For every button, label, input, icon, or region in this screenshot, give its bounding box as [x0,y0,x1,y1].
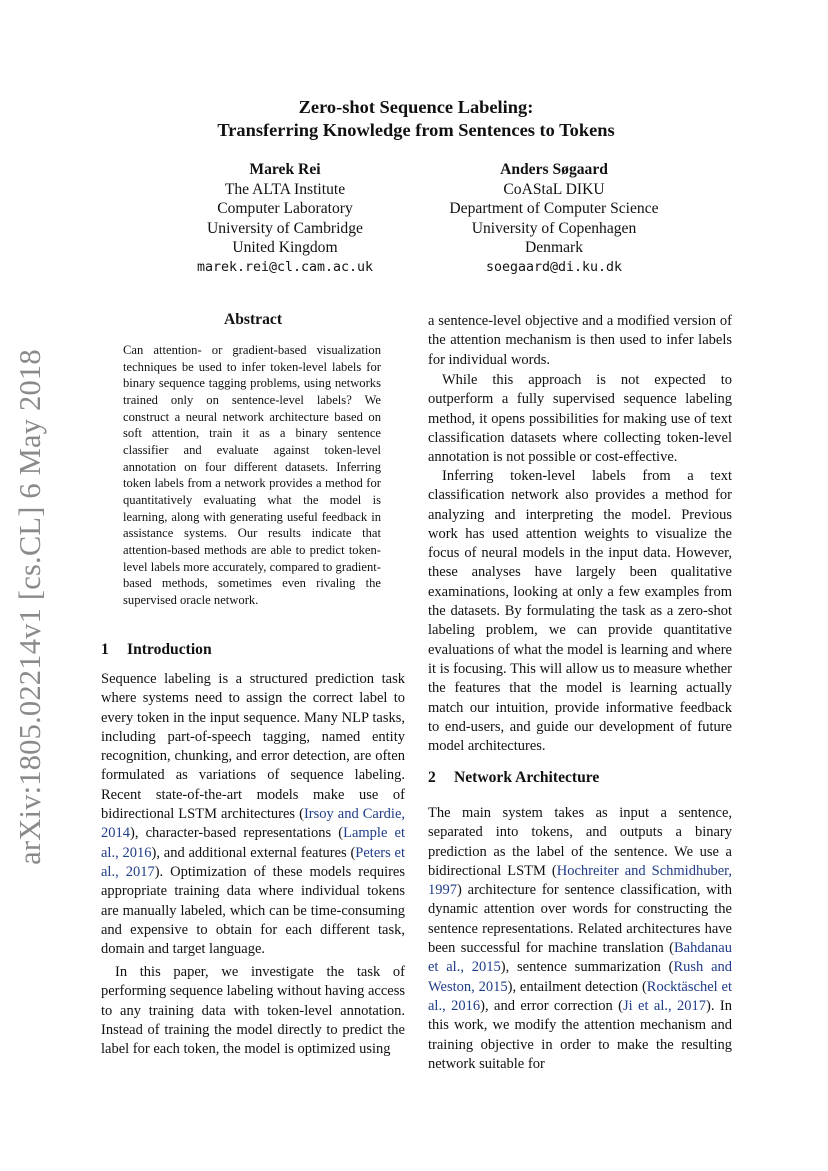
section-title: Introduction [127,641,212,658]
intro-paragraph-2-continued: a sentence-level objective and a modified version of the attention mechanism is then used to infer labels for individual words. [428,313,732,368]
abstract-text: Can attention- or gradient-based visualization techniques be used to infer token-level labels for binary sequence tagging problems, using networks trained only on sentence-level labels? We construct a neural network architecture based on soft attention, train it as a binary sentence classifier and evaluate against token-level annotation on four different datasets. Inferring token labels from a network provides a method for quantitatively evaluating what the model is learning, along with generating useful feedback in assistance systems. Our results indicate that attention-based methods are able to predict token-level labels more accurately, compared to gradient-based methods, sometimes even rivaling the supervised oracle network. [123,343,381,607]
citation-link[interactable]: Peters et al., 2017 [101,844,405,880]
author-affiliation: University of Cambridge [207,219,363,237]
author-affiliation: The ALTA Institute [224,180,346,198]
intro-paragraph-2: In this paper, we investigate the task of performing sequence labeling without having access to any training data with token-level annotation. Instead of training the model directly to predict the label for each token, the model is optimized using [101,964,405,1058]
author-block-2 [424,160,684,278]
author-affiliation: University of Copenhagen [471,219,637,237]
paper-title [100,96,732,141]
paragraph-text: ). In this work, we modify the attention mechanism and training objective in order to make the resulting network suitable for [428,997,732,1072]
paragraph-text: ), entailment detection ( [507,978,647,995]
title-line-2: Transferring Knowledge from Sentences to Tokens [217,119,615,140]
section-heading-introduction [101,640,212,660]
author-affiliation: Computer Laboratory [217,200,353,218]
paragraph-text: ), and error correction ( [480,997,623,1014]
citation-link[interactable]: Hochreiter and Schmidhuber, 1997 [428,862,733,899]
paragraph-text: ) architecture for sentence classification, with dynamic attention over words for constructing the sentence representations. Related architectures have been successful for machine translation ( [428,882,732,957]
paragraph-text: ), and additional external features ( [151,844,356,861]
author-email[interactable]: marek.rei@cl.cam.ac.uk [196,259,374,275]
intro-paragraph-3: While this approach is not expected to outperform a fully supervised sequence labeling method, it opens possibilities for making use of text classification datasets where collecting token-level annotation is not possible or cost-effective. [428,372,732,466]
author-affiliation: United Kingdom [232,239,338,257]
author-affiliation: CoAStaL DIKU [503,180,605,198]
author-affiliation: Denmark [524,239,584,257]
citation-link[interactable]: Irsoy and Cardie, 2014 [101,806,406,842]
intro-paragraph-4: Inferring token-level labels from a text classification network also provides a method for analyzing and interpreting the model. Previous work has used attention weights to visualize the focus of neural models in the input data. However, these analyses have largely been qualitative examinations, looking at only a few examples from the datasets. By formulating the task as a zero-shot labeling problem, we can provide quantitative evaluations of what the model is learning and where it is focusing. This will allow us to measure whether the features that the model is learning actually match our intuition, provide informative feedback to end-users, and guide our development of future model architectures. [428,468,732,755]
author-block-1 [163,160,407,278]
arxiv-identifier-stamp: arXiv:1805.02214v1 [cs.CL] 6 May 2018 [13,349,47,865]
author-email[interactable]: soegaard@di.ku.dk [485,259,623,275]
title-line-1: Zero-shot Sequence Labeling: [298,97,534,117]
citation-link[interactable]: Lample et al., 2016 [101,825,405,861]
citation-link[interactable]: Bahdanau et al., 2015 [428,940,732,976]
paragraph-text: The main system takes as input a sentence, separated into tokens, and outputs a binary prediction as the label of the sentence. We use a bidirectional LSTM ( [428,805,732,879]
paragraph-text: ), sentence summarization ( [500,959,674,976]
citation-link[interactable]: Rush and Weston, 2015 [428,959,732,995]
section-heading-network-architecture [428,768,599,788]
intro-paragraph-1 [101,670,405,959]
citation-link[interactable]: Rocktäschel et al., 2016 [428,978,732,1014]
section-number: 2 [428,769,436,786]
author-name: Anders Søgaard [500,161,608,178]
section-title: Network Architecture [454,769,600,786]
architecture-paragraph-1 [428,804,732,1074]
citation-link[interactable]: Ji et al., 2017 [622,997,707,1014]
author-name: Marek Rei [249,161,321,178]
section-number: 1 [101,641,109,658]
paragraph-text: ). Optimization of these models requires appropriate training data where individual tokens are manually labeled, which can be time-consuming and expensive to obtain for each different task, domain and target language. [101,863,405,958]
abstract-heading: Abstract [223,311,283,328]
author-affiliation: Department of Computer Science [449,200,659,218]
paragraph-text: Sequence labeling is a structured prediction task where systems need to assign the correct label to every token in the input sequence. Many NLP tasks, including part-of-speech tagging, named entity recognition, chunking, and error detection, are often formulated as variations of sequence labeling. Recent state-of-the-art models make use of bidirectional LSTM architectures ( [101,671,405,823]
paragraph-text: ), character-based representations ( [130,825,344,842]
